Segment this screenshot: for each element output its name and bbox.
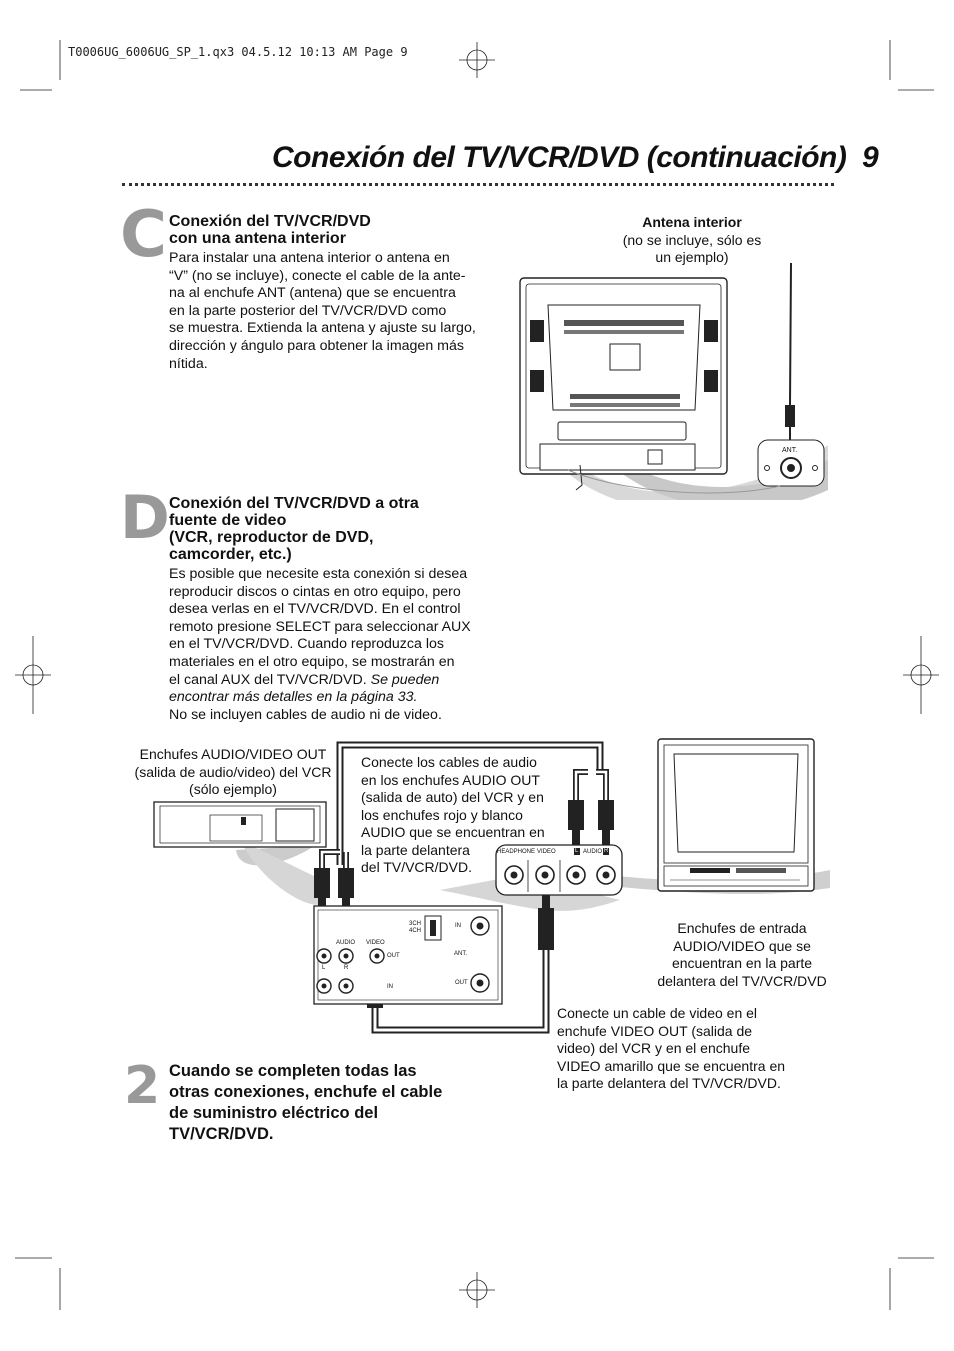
antenna-caption-line: (no se incluye, sólo es [622, 231, 762, 248]
l-label: L [575, 848, 579, 854]
caption-line: en los enchufes AUDIO OUT [361, 771, 540, 788]
vcr-l-label: L [322, 965, 326, 971]
body-line: No se incluyen cables de audio ni de video. [169, 706, 442, 723]
body-line: Es posible que necesite esta conexión si desea [169, 566, 468, 582]
caption-line: AUDIO/VIDEO que se [673, 937, 811, 954]
caption-line: del TV/VCR/DVD. [361, 859, 472, 875]
caption-line: (sólo ejemplo) [189, 781, 277, 797]
vcr-front-icon [154, 802, 326, 847]
tv-front-icon [658, 739, 814, 891]
caption-line: VIDEO amarillo que se encuentra en [557, 1057, 786, 1074]
caption-line: la parte delantera [361, 841, 470, 858]
video-label: VIDEO [537, 849, 556, 855]
vcr-in-label: IN [455, 923, 461, 929]
caption-line: Enchufes de entrada [677, 920, 807, 936]
heading-line: con una antena interior [169, 230, 346, 247]
vcr-ant-label: ANT. [454, 951, 468, 957]
body-line: materiales en el otro equipo, se mostrarán en [169, 653, 455, 670]
heading-line: Conexión del TV/VCR/DVD [169, 213, 371, 230]
body-line: na al enchufe ANT (antena) que se encuentra [169, 285, 456, 302]
caption-line: video) del VCR y en el enchufe [557, 1040, 750, 1056]
body-italic-line: encontrar más detalles en la página 33. [169, 689, 418, 706]
caption-line: Conecte los cables de audio [361, 754, 537, 770]
section-letter-c: C [120, 198, 167, 272]
ant-jack-label: ANT. [782, 447, 798, 454]
caption-line: delantera del TV/VCR/DVD [657, 972, 827, 989]
caption-line: los enchufes rojo y blanco [361, 806, 523, 823]
headphone-label: HEADPHONE [497, 849, 536, 855]
body-line: Para instalar una antena interior o antena en [169, 250, 450, 266]
body-line: reproducir discos o cintas en otro equipo, pero [169, 583, 461, 600]
vcr-4ch-label: 4CH [409, 928, 422, 934]
caption-line: (salida de audio/video) del VCR [134, 763, 332, 780]
page-number: 9 [862, 141, 879, 174]
heading-line: Conexión del TV/VCR/DVD a otra [169, 495, 419, 512]
step-line: Cuando se completen todas las [169, 1062, 417, 1080]
heading-line: (VCR, reproductor de DVD, [169, 529, 374, 546]
step-line: TV/VCR/DVD. [169, 1125, 274, 1143]
caption-line: (salida de auto) del VCR y en [361, 789, 544, 805]
vcr-video-label: VIDEO [366, 940, 385, 946]
section-letter-d: D [120, 483, 170, 553]
caption-line: la parte delantera del TV/VCR/DVD. [557, 1075, 781, 1091]
body-line: dirección y ángulo para obtener la imagen más [169, 337, 464, 354]
caption-line: encuentran en la parte [671, 955, 813, 971]
caption-line: AUDIO que se encuentran en [361, 824, 545, 840]
step-line: de suministro eléctrico del [169, 1104, 379, 1122]
body-line: en el TV/VCR/DVD. Cuando reproduzca los [169, 636, 444, 653]
heading-line: camcorder, etc.) [169, 546, 292, 563]
caption-line: Conecte un cable de video en el [557, 1005, 758, 1021]
caption-line: enchufe VIDEO OUT (salida de [557, 1022, 753, 1039]
audio-label: AUDIO [583, 849, 603, 855]
page-title-text: Conexión del TV/VCR/DVD (continuación) [272, 141, 847, 174]
body-text: el canal AUX del TV/VCR/DVD. [169, 671, 367, 688]
heading-line: fuente de video [169, 512, 287, 529]
vcr-out2-label: OUT [455, 980, 468, 986]
vcr-in2-label: IN [387, 984, 393, 990]
antenna-caption-line: un ejemplo) [655, 249, 729, 265]
r-label: R [604, 848, 609, 854]
vcr-out-label: OUT [387, 953, 400, 959]
antenna-caption-title: Antena interior [642, 214, 742, 230]
step2-text [169, 1061, 442, 1145]
print-slug: T0006UG_6006UG_SP_1.qx3 04.5.12 10:13 AM Page 9 [68, 45, 408, 59]
body-line: “V” (no se incluye), conecte el cable de la ante- [169, 267, 466, 284]
caption-line: Enchufes AUDIO/VIDEO OUT [139, 746, 327, 762]
step-number: 2 [124, 1056, 161, 1116]
step-line: otras conexiones, enchufe el cable [169, 1083, 443, 1101]
body-line: nítida. [169, 355, 208, 372]
vcr-audio-label: AUDIO [336, 940, 356, 946]
vcr-3ch-label: 3CH [409, 921, 422, 927]
vcr-r-label: R [344, 965, 349, 971]
body-line: desea verlas en el TV/VCR/DVD. En el control [169, 601, 461, 618]
body-italic: Se pueden [370, 671, 440, 688]
body-line: se muestra. Extienda la antena y ajuste su largo, [169, 320, 476, 337]
body-line: remoto presione SELECT para seleccionar AUX [169, 618, 471, 635]
body-line: en la parte posterior del TV/VCR/DVD como [169, 302, 447, 319]
vcr-back-panel [314, 906, 502, 1004]
